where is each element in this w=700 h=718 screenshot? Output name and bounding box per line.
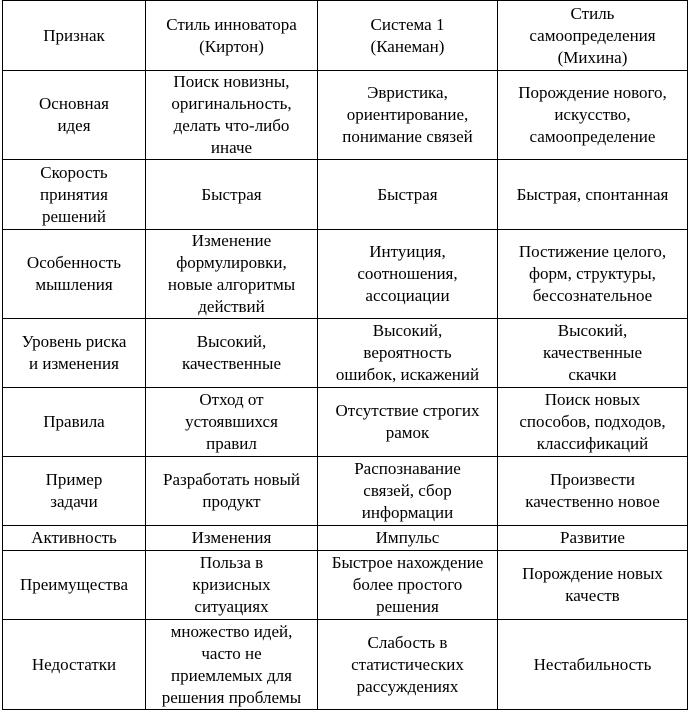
table-row [3,388,688,457]
cell-kirton: Изменения [146,526,318,551]
cell-kirton: Изменение формулировки, новые алгоритмы действий [146,230,318,319]
cell-kahneman: Высокий, вероятность ошибок, искажений [318,319,498,388]
cell-kahneman: Быстрая [318,160,498,230]
cell-mikhina: Порождение нового, искусство, самоопределение [498,71,688,160]
cell-kirton: Отход от устоявшихся правил [146,388,318,457]
cell-mikhina: Порождение новых качеств [498,551,688,620]
table-row [3,551,688,620]
cell-mikhina: Произвести качественно новое [498,457,688,526]
cell-mikhina: Высокий, качественные скачки [498,319,688,388]
row-label: Преимущества [3,551,146,620]
cell-kahneman: Быстрое нахождение более простого решения [318,551,498,620]
comparison-table-container [2,0,688,710]
cell-mikhina: Быстрая, спонтанная [498,160,688,230]
row-label: Особенность мышления [3,230,146,319]
row-label: Правила [3,388,146,457]
cell-mikhina: Нестабильность [498,620,688,710]
row-label: Активность [3,526,146,551]
cell-kirton: Поиск новизны, оригинальность, делать что-либо иначе [146,71,318,160]
cell-kahneman: Импульс [318,526,498,551]
cell-kahneman: Эвристика, ориентирование, понимание связей [318,71,498,160]
table-row [3,319,688,388]
table-row [3,620,688,710]
table-row [3,71,688,160]
header-cell-kirton: Стиль инноватора (Киртон) [146,1,318,71]
cell-kahneman: Интуиция, соотношения, ассоциации [318,230,498,319]
row-label: Недостатки [3,620,146,710]
cell-kahneman: Слабость в статистических рассуждениях [318,620,498,710]
cell-mikhina: Постижение целого, форм, структуры, бессознательное [498,230,688,319]
comparison-table [2,0,688,710]
table-row [3,160,688,230]
cell-mikhina: Развитие [498,526,688,551]
header-cell-attribute: Признак [3,1,146,71]
table-row [3,230,688,319]
cell-mikhina: Поиск новых способов, подходов, классификаций [498,388,688,457]
row-label: Пример задачи [3,457,146,526]
cell-kahneman: Отсутствие строгих рамок [318,388,498,457]
table-header-row [3,1,688,71]
header-cell-kahneman: Система 1 (Канеман) [318,1,498,71]
table-row [3,457,688,526]
cell-kahneman: Распознавание связей, сбор информации [318,457,498,526]
row-label: Скорость принятия решений [3,160,146,230]
cell-kirton: множество идей, часто не приемлемых для решения проблемы [146,620,318,710]
cell-kirton: Быстрая [146,160,318,230]
table-row [3,526,688,551]
row-label: Уровень риска и изменения [3,319,146,388]
header-cell-mikhina: Стиль самоопределения (Михина) [498,1,688,71]
cell-kirton: Польза в кризисных ситуациях [146,551,318,620]
row-label: Основная идея [3,71,146,160]
cell-kirton: Разработать новый продукт [146,457,318,526]
cell-kirton: Высокий, качественные [146,319,318,388]
